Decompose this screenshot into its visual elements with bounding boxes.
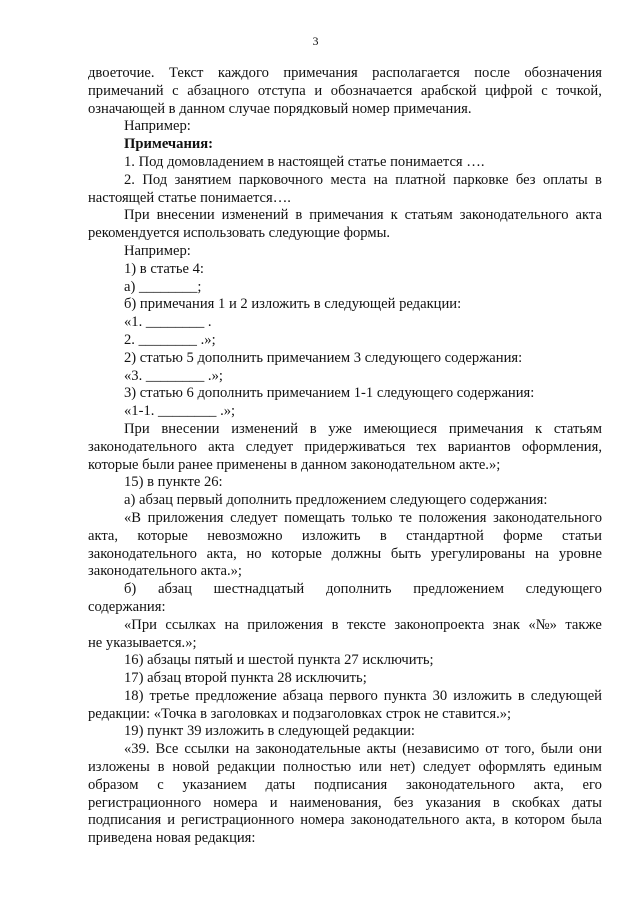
text-line: б) абзац шестнадцатый дополнить предложением следующего: [124, 581, 602, 598]
text-line: 19) пункт 39 изложить в следующей редакции:: [124, 723, 415, 740]
text-line: 2. ________ .»;: [124, 331, 216, 348]
text-line: акта, которые невозможно изложить в стандартной форме статьи: [88, 527, 602, 544]
text-line: двоеточие. Текст каждого примечания располагается после обозначения: [88, 65, 602, 81]
text-line: изложены в новой редакции полностью или нет) следует оформлять единым: [88, 759, 602, 776]
text-line: редакции: «Точка в заголовках и подзаголовках строк не ставится.»;: [88, 705, 512, 722]
text-line: «В приложения следует помещать только те положения законодательного: [124, 509, 602, 526]
page-number: 3: [312, 34, 319, 48]
text-line: При внесении изменений в уже имеющиеся примечания к статьям: [124, 420, 602, 437]
text-line: подписания и регистрационного номера законодательного акта, в котором была: [88, 812, 602, 829]
text-line: «39. Все ссылки на законодательные акты (независимо от того, были они: [124, 741, 602, 758]
text-line: а) ________;: [124, 278, 202, 295]
text-line: 18) третье предложение абзаца первого пункта 30 изложить в следующей: [124, 687, 602, 704]
text-line: 16) абзацы пятый и шестой пункта 27 исключить;: [124, 652, 434, 669]
text-line: 1) в статье 4:: [124, 260, 204, 277]
text-line: 2. Под занятием парковочного места на платной парковке без оплаты в: [124, 171, 602, 188]
text-line: а) абзац первый дополнить предложением следующего содержания:: [124, 492, 548, 509]
text-line: Например:: [124, 118, 191, 135]
text-line: При внесении изменений в примечания к статьям законодательного акта: [124, 207, 602, 224]
text-line: Например:: [124, 242, 191, 259]
text-line: 1. Под домовладением в настоящей статье понимается ….: [124, 153, 485, 170]
text-line: приведена новая редакция:: [88, 830, 256, 847]
text-line: не указывается.»;: [88, 634, 197, 651]
text-line: 2) статью 5 дополнить примечанием 3 следующего содержания:: [124, 349, 523, 366]
text-line: Примечания:: [124, 136, 214, 153]
text-line: «1-1. ________ .»;: [124, 403, 236, 420]
text-line: законодательного акта.»;: [88, 563, 242, 580]
text-line: законодательного акта, но которые должны быть урегулированы на уровне: [88, 545, 602, 562]
text-line: 15) в пункте 26:: [124, 474, 223, 491]
text-line: примечаний с абзацного отступа и обозначается арабской цифрой с точкой,: [88, 82, 602, 99]
text-line: законодательного акта следует придерживаться тех вариантов оформления,: [88, 438, 602, 455]
text-line: 17) абзац второй пункта 28 исключить;: [124, 670, 367, 687]
text-line: которые были ранее применены в данном законодательном акте.»;: [88, 456, 501, 473]
text-line: означающей в данном случае порядковый номер примечания.: [88, 100, 472, 117]
text-line: «1. ________ .: [124, 314, 212, 331]
text-line: образом с указанием даты подписания законодательного акта, его: [88, 776, 602, 793]
text-line: 3) статью 6 дополнить примечанием 1-1 следующего содержания:: [124, 385, 535, 402]
document-body: [88, 65, 602, 848]
text-line: б) примечания 1 и 2 изложить в следующей редакции:: [124, 296, 462, 313]
text-line: «При ссылках на приложения в тексте законопроекта знак «№» также: [124, 616, 602, 633]
text-line: содержания:: [88, 598, 166, 615]
text-line: регистрационного номера и наименования, без указания в скобках даты: [88, 794, 602, 811]
text-line: «3. ________ .»;: [124, 367, 223, 384]
text-line: настоящей статье понимается….: [88, 189, 291, 206]
text-line: рекомендуется использовать следующие формы.: [88, 225, 391, 242]
